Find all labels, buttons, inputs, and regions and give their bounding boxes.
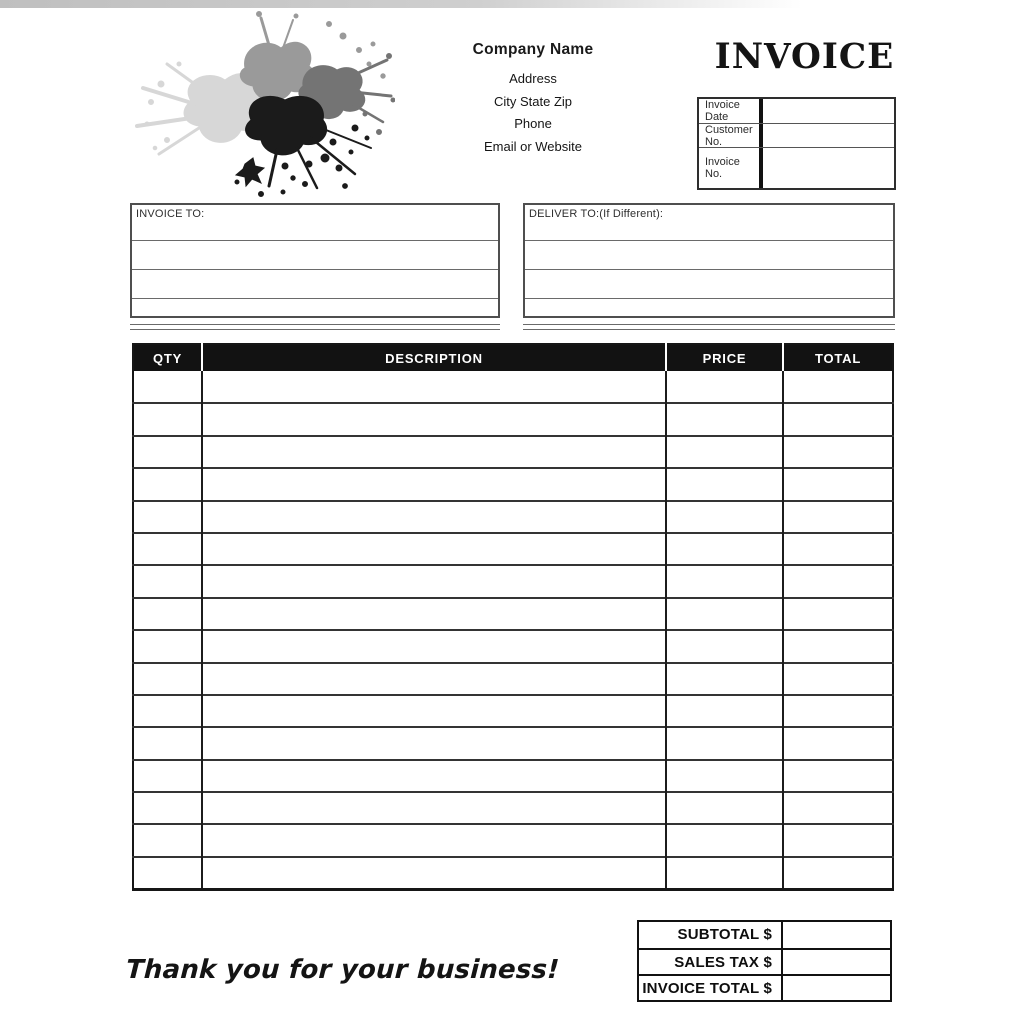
price-cell[interactable]	[666, 533, 783, 565]
description-cell[interactable]	[202, 857, 666, 889]
invoice-no-field[interactable]	[763, 148, 894, 188]
item-row	[133, 663, 893, 695]
totals-box	[637, 920, 892, 1002]
qty-cell[interactable]	[133, 403, 202, 435]
qty-cell[interactable]	[133, 565, 202, 597]
sales-tax-field[interactable]	[783, 950, 890, 974]
subtotal-row	[639, 922, 890, 948]
subtotal-label: SUBTOTAL $	[639, 922, 783, 948]
description-cell[interactable]	[202, 533, 666, 565]
company-address: Address	[509, 71, 557, 86]
price-cell[interactable]	[666, 760, 783, 792]
item-row	[133, 857, 893, 889]
customer-no-row	[699, 123, 894, 147]
price-cell[interactable]	[666, 695, 783, 727]
qty-cell[interactable]	[133, 695, 202, 727]
description-cell[interactable]	[202, 436, 666, 468]
description-cell[interactable]	[202, 371, 666, 403]
description-cell[interactable]	[202, 501, 666, 533]
invoice-to-box	[130, 203, 500, 318]
description-cell[interactable]	[202, 630, 666, 662]
invoice-date-field[interactable]	[763, 99, 894, 123]
item-row	[133, 565, 893, 597]
item-row	[133, 533, 893, 565]
deliver-to-label: DELIVER TO:(If Different):	[529, 208, 664, 220]
description-cell[interactable]	[202, 598, 666, 630]
price-cell[interactable]	[666, 371, 783, 403]
total-cell[interactable]	[783, 371, 893, 403]
qty-cell[interactable]	[133, 760, 202, 792]
items-table-header	[133, 344, 893, 371]
item-row	[133, 727, 893, 759]
address-blank-line[interactable]	[132, 269, 498, 298]
total-cell[interactable]	[783, 760, 893, 792]
invoice-to-bottom-strip	[130, 324, 500, 330]
qty-cell[interactable]	[133, 533, 202, 565]
description-cell[interactable]	[202, 695, 666, 727]
price-cell[interactable]	[666, 727, 783, 759]
qty-cell[interactable]	[133, 727, 202, 759]
deliver-to-box	[523, 203, 895, 318]
total-cell[interactable]	[783, 663, 893, 695]
item-row	[133, 792, 893, 824]
qty-cell[interactable]	[133, 824, 202, 856]
qty-cell[interactable]	[133, 468, 202, 500]
total-cell[interactable]	[783, 533, 893, 565]
item-row	[133, 468, 893, 500]
qty-column-header: QTY	[133, 344, 202, 371]
item-row	[133, 436, 893, 468]
item-row	[133, 403, 893, 435]
thank-you-message: Thank you for your business!	[125, 955, 561, 985]
description-cell[interactable]	[202, 403, 666, 435]
qty-cell[interactable]	[133, 630, 202, 662]
qty-cell[interactable]	[133, 663, 202, 695]
qty-cell[interactable]	[133, 436, 202, 468]
price-cell[interactable]	[666, 436, 783, 468]
sales-tax-row	[639, 948, 890, 974]
price-cell[interactable]	[666, 857, 783, 889]
ink-splatter-logo	[133, 6, 395, 198]
total-cell[interactable]	[783, 630, 893, 662]
invoice-total-row	[639, 974, 890, 1000]
description-cell[interactable]	[202, 824, 666, 856]
company-email-website: Email or Website	[483, 138, 582, 154]
company-name: Company Name	[472, 41, 594, 58]
qty-cell[interactable]	[133, 792, 202, 824]
description-cell[interactable]	[202, 760, 666, 792]
price-cell[interactable]	[666, 598, 783, 630]
price-cell[interactable]	[666, 824, 783, 856]
total-column-header: TOTAL	[783, 344, 893, 371]
description-cell[interactable]	[202, 468, 666, 500]
customer-no-field[interactable]	[763, 124, 894, 147]
item-row	[133, 695, 893, 727]
invoice-no-row	[699, 147, 894, 188]
price-cell[interactable]	[666, 630, 783, 662]
total-cell[interactable]	[783, 695, 893, 727]
qty-cell[interactable]	[133, 857, 202, 889]
total-cell[interactable]	[783, 501, 893, 533]
invoice-total-label: INVOICE TOTAL $	[639, 976, 783, 1000]
item-row	[133, 760, 893, 792]
invoice-date-row	[699, 99, 894, 123]
address-blank-line[interactable]	[132, 240, 498, 269]
address-blank-line[interactable]	[525, 298, 893, 318]
customer-no-label: Customer No.	[699, 124, 763, 147]
price-cell[interactable]	[666, 403, 783, 435]
sales-tax-label: SALES TAX $	[639, 950, 783, 974]
price-cell[interactable]	[666, 663, 783, 695]
invoice-total-field[interactable]	[783, 976, 890, 1000]
description-cell[interactable]	[202, 565, 666, 597]
company-block	[428, 41, 638, 158]
description-cell[interactable]	[202, 663, 666, 695]
total-cell[interactable]	[783, 857, 893, 889]
company-city-state-zip: City State Zip	[493, 93, 573, 109]
price-cell[interactable]	[666, 501, 783, 533]
price-cell[interactable]	[666, 468, 783, 500]
total-cell[interactable]	[783, 403, 893, 435]
subtotal-field[interactable]	[783, 922, 890, 948]
total-cell[interactable]	[783, 792, 893, 824]
description-cell[interactable]	[202, 792, 666, 824]
description-cell[interactable]	[202, 727, 666, 759]
price-cell[interactable]	[666, 792, 783, 824]
item-row	[133, 598, 893, 630]
invoice-date-label: Invoice Date	[699, 99, 763, 123]
items-table	[132, 343, 894, 891]
qty-cell[interactable]	[133, 371, 202, 403]
qty-cell[interactable]	[133, 598, 202, 630]
address-blank-line[interactable]	[525, 269, 893, 298]
page-title: INVOICE	[714, 36, 894, 77]
item-row	[133, 371, 893, 403]
description-column-header: DESCRIPTION	[202, 344, 666, 371]
invoice-meta-box	[697, 97, 896, 190]
total-cell[interactable]	[783, 468, 893, 500]
invoice-no-label: Invoice No.	[699, 148, 763, 188]
total-cell[interactable]	[783, 727, 893, 759]
item-row	[133, 824, 893, 856]
items-table-body	[133, 371, 893, 889]
total-cell[interactable]	[783, 824, 893, 856]
scan-artifact-band	[0, 0, 872, 8]
price-cell[interactable]	[666, 565, 783, 597]
item-row	[133, 501, 893, 533]
invoice-to-label: INVOICE TO:	[136, 208, 205, 220]
item-row	[133, 630, 893, 662]
company-phone: Phone	[514, 116, 552, 131]
total-cell[interactable]	[783, 598, 893, 630]
deliver-to-bottom-strip	[523, 324, 895, 330]
address-blank-line[interactable]	[525, 240, 893, 269]
total-cell[interactable]	[783, 436, 893, 468]
address-blank-line[interactable]	[132, 298, 498, 318]
qty-cell[interactable]	[133, 501, 202, 533]
price-column-header: PRICE	[666, 344, 783, 371]
total-cell[interactable]	[783, 565, 893, 597]
